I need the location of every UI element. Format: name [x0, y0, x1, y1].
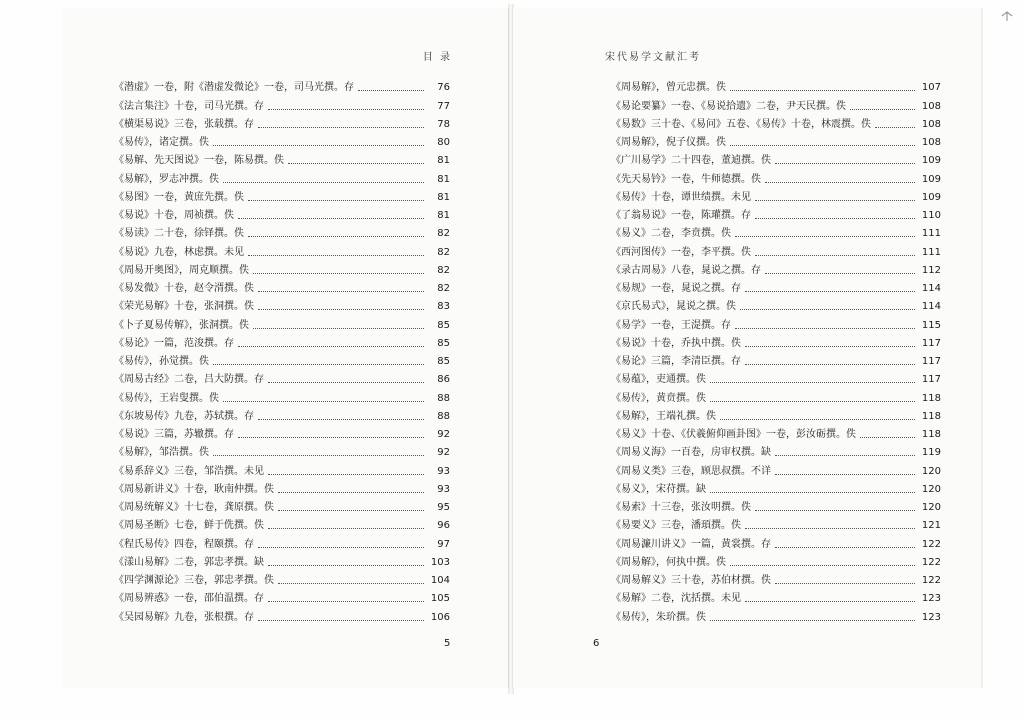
toc-entry-title: 《易论要纂》一卷、《易说拾遗》二卷，尹天民撰。佚: [611, 100, 846, 112]
toc-entry-title: 《易规》一卷，晁说之撰。存: [611, 283, 741, 294]
toc-entry-title: 《周易新讲义》十卷，耿南仲撰。佚: [114, 483, 274, 495]
toc-entry: [611, 478, 941, 496]
toc-entry: [611, 405, 941, 423]
toc-leader-dots: [710, 492, 915, 493]
toc-entry-title: 《吴园易解》九卷，张根撰。存: [114, 611, 254, 623]
toc-entry-page: 109: [921, 173, 941, 185]
toc-entry: [114, 94, 450, 112]
toc-entry: [611, 605, 941, 623]
toc-entry-page: 81: [437, 191, 450, 203]
toc-entry: [611, 295, 941, 313]
toc-leader-dots: [755, 255, 915, 256]
toc-entry-page: 85: [437, 356, 450, 367]
toc-entry-title: 《程氏易传》四卷，程颐撰。存: [114, 538, 254, 550]
toc-entry-page: 88: [437, 410, 450, 422]
toc-entry-page: 81: [437, 155, 450, 167]
toc-entry-page: 106: [430, 611, 450, 623]
toc-entry-page: 81: [437, 210, 450, 221]
toc-entry: [611, 386, 941, 404]
toc-entry-title: 《易解、先天图说》一卷，陈易撰。佚: [114, 155, 284, 167]
toc-entry-page: 107: [921, 82, 941, 94]
toc-leader-dots: [765, 182, 915, 183]
toc-entry-title: 《周易开奥图》，周克顺撰。佚: [114, 264, 249, 276]
toc-leader-dots: [765, 273, 915, 274]
toc-leader-dots: [238, 437, 424, 438]
left-page-number: 5: [444, 638, 451, 649]
toc-entry: [114, 386, 450, 404]
toc-entry-title: 《易数》三十卷、《易问》五卷、《易传》十卷，林震撰。佚: [611, 118, 871, 130]
toc-entry-title: 《周易濂川讲义》一篇，黄裳撰。存: [611, 538, 771, 550]
toc-leader-dots: [258, 620, 424, 621]
toc-entry-page: 81: [437, 173, 450, 185]
toc-leader-dots: [875, 127, 915, 128]
toc-entry-title: 《荣光易解》十卷，张洞撰。佚: [114, 301, 254, 313]
toc-entry: [611, 332, 941, 350]
toc-entry-page: 120: [921, 502, 941, 513]
toc-entry: [114, 222, 450, 240]
toc-entry-title: 《周易统解义》十七卷，龚原撰。佚: [114, 502, 274, 513]
toc-leader-dots: [745, 364, 915, 365]
left-page: [62, 8, 509, 688]
toc-entry-title: 《周易古经》二卷，吕大防撰。存: [114, 374, 264, 386]
toc-entry-page: 118: [921, 410, 941, 422]
toc-leader-dots: [755, 510, 915, 511]
toc-entry: [114, 551, 450, 569]
toc-entry-title: 《易论》一篇，范浚撰。存: [114, 337, 234, 349]
toc-leader-dots: [258, 127, 424, 128]
toc-entry: [611, 186, 941, 204]
toc-entry: [611, 368, 941, 386]
toc-leader-dots: [258, 419, 424, 420]
toc-leader-dots: [735, 236, 915, 237]
toc-entry-page: 111: [921, 228, 941, 240]
toc-entry: [114, 587, 450, 605]
toc-entry-title: 《易传》，孙觉撰。佚: [114, 356, 209, 367]
toc-entry-title: 《周易辨惑》一卷，邵伯温撰。存: [114, 593, 264, 605]
toc-entry-title: 《易说》九卷，林虑撰。未见: [114, 246, 244, 258]
toc-entry-page: 109: [921, 155, 941, 167]
toc-leader-dots: [720, 419, 915, 420]
toc-entry-page: 103: [430, 556, 450, 568]
toc-entry-page: 119: [921, 447, 941, 459]
toc-entry: [611, 131, 941, 149]
toc-entry-page: 77: [437, 100, 450, 112]
toc-entry-title: 《周易解》，倪子仪撰。佚: [611, 137, 726, 148]
toc-entry: [114, 514, 450, 532]
toc-entry: [611, 441, 941, 459]
toc-entry-title: 《易系辞义》三卷，邹浩撰。未见: [114, 465, 264, 477]
toc-entry: [114, 368, 450, 386]
toc-leader-dots: [248, 255, 424, 256]
toc-entry-title: 《易解》，王端礼撰。佚: [611, 410, 716, 422]
toc-leader-dots: [278, 510, 424, 511]
toc-entry: [114, 441, 450, 459]
toc-leader-dots: [223, 401, 424, 402]
toc-leader-dots: [248, 200, 424, 201]
toc-leader-dots: [223, 182, 424, 183]
toc-leader-dots: [358, 90, 424, 91]
toc-entry-page: 80: [437, 137, 450, 148]
toc-entry-title: 《先天易钤》一卷，牛师德撰。佚: [611, 173, 761, 185]
toc-leader-dots: [775, 583, 915, 584]
toc-entry-page: 110: [921, 210, 941, 221]
toc-entry-title: 《易传》，黄贲撰。佚: [611, 392, 706, 404]
toc-entry: [114, 186, 450, 204]
toc-leader-dots: [745, 528, 915, 529]
toc-entry-page: 96: [437, 520, 450, 532]
toc-entry-page: 123: [921, 611, 941, 623]
toc-entry-page: 112: [921, 264, 941, 276]
toc-entry-page: 97: [437, 538, 450, 550]
toc-entry: [611, 532, 941, 550]
toc-entry-title: 《易传》，诸定撰。佚: [114, 137, 209, 148]
toc-entry: [114, 605, 450, 623]
toc-entry-page: 111: [921, 246, 941, 258]
toc-entry-page: 82: [437, 264, 450, 276]
toc-entry-page: 114: [921, 283, 941, 294]
toc-entry: [611, 149, 941, 167]
toc-leader-dots: [775, 547, 915, 548]
toc-entry-page: 117: [921, 374, 941, 386]
toc-leader-dots: [860, 437, 915, 438]
toc-entry: [114, 313, 450, 331]
toc-leader-dots: [288, 163, 424, 164]
toc-entry-title: 《法言集注》十卷，司马光撰。存: [114, 100, 264, 112]
toc-entry: [611, 204, 941, 222]
toc-entry: [611, 113, 941, 131]
toc-entry-page: 109: [921, 191, 941, 203]
toc-entry: [114, 277, 450, 295]
toc-entry-page: 82: [437, 246, 450, 258]
toc-entry-title: 《周易解》，曾元忠撰。佚: [611, 82, 726, 94]
toc-leader-dots: [253, 273, 424, 274]
toc-leader-dots: [278, 583, 424, 584]
toc-entry: [114, 204, 450, 222]
toc-entry: [114, 478, 450, 496]
toc-entry-title: 《周易解义》三十卷，苏伯材撰。佚: [611, 575, 771, 586]
toc-entry: [114, 532, 450, 550]
toc-leader-dots: [213, 145, 424, 146]
toc-entry-page: 121: [921, 520, 941, 532]
toc-entry-page: 108: [921, 100, 941, 112]
toc-entry-title: 《漾山易解》二卷，郭忠孝撰。缺: [114, 556, 264, 568]
toc-entry-page: 82: [437, 228, 450, 240]
toc-entry-title: 《四学渊源论》三卷，郭忠孝撰。佚: [114, 575, 274, 586]
toc-entry-title: 《易说》十卷，周祯撰。佚: [114, 210, 234, 221]
toc-entry-title: 《潜虚》一卷，附《潜虚发微论》一卷，司马光撰。存: [114, 82, 354, 94]
toc-leader-dots: [755, 200, 915, 201]
toc-entry-page: 76: [437, 82, 450, 94]
toc-entry: [611, 167, 941, 185]
right-page-number: 6: [593, 638, 600, 649]
toc-entry-title: 《横渠易说》三卷，张载撰。存: [114, 118, 254, 130]
toc-entry-page: 85: [437, 337, 450, 349]
corner-mark-icon: [1000, 10, 1014, 22]
toc-entry: [114, 240, 450, 258]
toc-leader-dots: [740, 309, 915, 310]
toc-entry-page: 123: [921, 593, 941, 605]
toc-entry-title: 《京氏易式》，晁说之撰。佚: [611, 301, 736, 313]
toc-entry: [611, 496, 941, 514]
toc-entry: [611, 459, 941, 477]
toc-leader-dots: [850, 109, 915, 110]
toc-entry-title: 《易义》，宋苻撰。缺: [611, 483, 706, 495]
toc-entry: [611, 277, 941, 295]
toc-leader-dots: [775, 163, 915, 164]
toc-entry-page: 114: [921, 301, 941, 313]
toc-entry-title: 《周易圣断》七卷，鲜于侁撰。佚: [114, 520, 264, 532]
toc-leader-dots: [268, 474, 424, 475]
toc-entry: [611, 222, 941, 240]
toc-leader-dots: [730, 565, 915, 566]
toc-leader-dots: [730, 90, 915, 91]
left-toc-list: [114, 76, 450, 624]
toc-entry: [114, 459, 450, 477]
left-page-header: 目 录: [422, 52, 452, 63]
toc-entry-title: 《易发微》十卷，赵令湑撰。佚: [114, 283, 254, 294]
toc-entry-page: 93: [437, 465, 450, 477]
toc-entry-page: 108: [921, 137, 941, 148]
toc-entry-page: 108: [921, 118, 941, 130]
toc-leader-dots: [248, 236, 424, 237]
toc-entry-page: 85: [437, 319, 450, 331]
toc-entry-page: 92: [437, 447, 450, 459]
toc-entry: [114, 167, 450, 185]
toc-entry-title: 《易义》十卷、《伏羲俯仰画卦图》一卷，彭汝砺撰。佚: [611, 429, 856, 440]
toc-entry-title: 《易传》，王岩叟撰。佚: [114, 392, 219, 404]
toc-leader-dots: [775, 455, 915, 456]
toc-entry-title: 《周易义海》一百卷，房审权撰。缺: [611, 447, 771, 459]
toc-entry: [611, 514, 941, 532]
toc-entry-page: 117: [921, 356, 941, 367]
toc-entry-page: 78: [437, 118, 450, 130]
toc-leader-dots: [710, 382, 915, 383]
toc-leader-dots: [268, 109, 424, 110]
toc-leader-dots: [745, 601, 915, 602]
toc-entry-title: 《易索》十三卷，张汝明撰。佚: [611, 502, 751, 513]
toc-entry-title: 《易读》二十卷，徐铎撰。佚: [114, 228, 244, 240]
toc-leader-dots: [775, 474, 915, 475]
toc-leader-dots: [710, 401, 915, 402]
toc-entry-title: 《易义》二卷，李贲撰。佚: [611, 228, 731, 240]
toc-entry: [611, 313, 941, 331]
toc-entry-page: 122: [921, 538, 941, 550]
toc-entry-title: 《易解》二卷，沈括撰。未见: [611, 593, 741, 605]
toc-entry-page: 118: [921, 429, 941, 440]
toc-entry-page: 115: [921, 319, 941, 331]
toc-entry-page: 118: [921, 392, 941, 404]
toc-entry: [114, 350, 450, 368]
toc-leader-dots: [268, 528, 424, 529]
toc-entry: [114, 423, 450, 441]
toc-entry-page: 104: [430, 575, 450, 586]
toc-leader-dots: [268, 601, 424, 602]
toc-entry: [611, 240, 941, 258]
toc-entry-title: 《录古周易》八卷，晁说之撰。存: [611, 264, 761, 276]
toc-leader-dots: [253, 328, 424, 329]
toc-entry: [114, 496, 450, 514]
toc-leader-dots: [745, 346, 915, 347]
toc-entry: [114, 131, 450, 149]
toc-entry-title: 《易解》，邹浩撰。佚: [114, 447, 209, 459]
toc-entry-title: 《易说》十卷，乔执中撰。佚: [611, 337, 741, 349]
toc-entry-page: 120: [921, 465, 941, 477]
toc-leader-dots: [745, 291, 915, 292]
toc-entry-page: 95: [437, 502, 450, 513]
toc-entry-page: 120: [921, 483, 941, 495]
toc-entry: [114, 113, 450, 131]
toc-entry-title: 《易传》，朱玠撰。佚: [611, 611, 706, 623]
toc-entry-page: 88: [437, 392, 450, 404]
toc-leader-dots: [730, 145, 915, 146]
toc-entry-title: 《西河图传》一卷，李平撰。佚: [611, 246, 751, 258]
toc-entry-title: 《易学》一卷，王湜撰。存: [611, 319, 731, 331]
toc-entry-title: 《易蕴》，吏通撰。佚: [611, 374, 706, 386]
toc-entry-title: 《东坡易传》九卷，苏轼撰。存: [114, 410, 254, 422]
toc-entry-title: 《广川易学》二十四卷，董逌撰。佚: [611, 155, 771, 167]
toc-entry-title: 《了翁易说》一卷，陈瓘撰。存: [611, 210, 751, 221]
toc-entry-title: 《易解》，罗志冲撰。佚: [114, 173, 219, 185]
toc-entry: [611, 569, 941, 587]
toc-leader-dots: [710, 620, 915, 621]
toc-entry: [114, 569, 450, 587]
toc-entry-title: 《易说》三篇，苏辙撰。存: [114, 429, 234, 440]
toc-leader-dots: [278, 492, 424, 493]
toc-entry: [611, 76, 941, 94]
toc-leader-dots: [735, 328, 915, 329]
toc-entry-title: 《易传》十卷，谭世绩撰。未见: [611, 191, 751, 203]
toc-entry-title: 《易图》一卷，黄庶先撰。佚: [114, 191, 244, 203]
toc-entry: [611, 423, 941, 441]
toc-leader-dots: [238, 346, 424, 347]
toc-leader-dots: [213, 364, 424, 365]
toc-entry-page: 122: [921, 575, 941, 586]
toc-entry: [611, 587, 941, 605]
right-page-header: 宋代易学文献汇考: [605, 52, 701, 63]
toc-entry: [114, 332, 450, 350]
toc-entry: [611, 259, 941, 277]
toc-entry: [114, 295, 450, 313]
toc-leader-dots: [268, 382, 424, 383]
toc-entry-page: 82: [437, 283, 450, 294]
toc-entry: [611, 551, 941, 569]
toc-leader-dots: [755, 218, 915, 219]
toc-entry: [611, 350, 941, 368]
toc-entry-page: 122: [921, 556, 941, 568]
toc-entry: [114, 76, 450, 94]
toc-entry: [114, 259, 450, 277]
toc-entry: [114, 405, 450, 423]
toc-leader-dots: [268, 565, 424, 566]
toc-entry-title: 《卜子夏易传解》，张洞撰。佚: [114, 319, 249, 331]
toc-leader-dots: [258, 309, 424, 310]
toc-leader-dots: [213, 455, 424, 456]
toc-entry-title: 《易要义》三卷，潘頊撰。佚: [611, 520, 741, 532]
toc-leader-dots: [258, 291, 424, 292]
toc-entry-title: 《周易义类》三卷，顾思叔撰。不详: [611, 465, 771, 477]
toc-entry-page: 83: [437, 301, 450, 313]
toc-entry-page: 105: [430, 593, 450, 605]
toc-leader-dots: [238, 218, 424, 219]
toc-entry: [611, 94, 941, 112]
toc-entry-title: 《周易解》，何执中撰。佚: [611, 556, 726, 568]
right-page: [512, 8, 981, 688]
toc-entry-page: 86: [437, 374, 450, 386]
right-toc-list: [611, 76, 941, 624]
toc-entry-page: 93: [437, 483, 450, 495]
toc-entry-page: 117: [921, 337, 941, 349]
toc-entry-title: 《易论》三篇，李清臣撰。存: [611, 356, 741, 367]
toc-entry-page: 92: [437, 429, 450, 440]
toc-leader-dots: [258, 547, 424, 548]
toc-entry: [114, 149, 450, 167]
